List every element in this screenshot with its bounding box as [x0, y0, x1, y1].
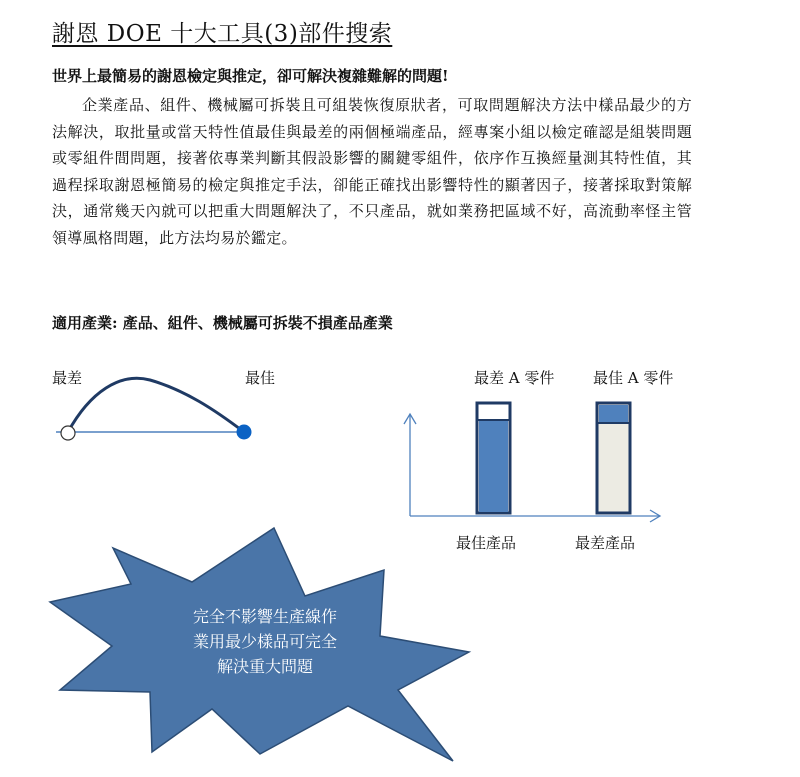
label-best-product: 最佳產品	[456, 534, 517, 552]
worst-product-bar	[597, 403, 630, 513]
callout-line: 解決重大問題	[216, 657, 313, 676]
label-worst: 最差	[52, 369, 83, 387]
worst-best-curve	[68, 378, 244, 432]
worst-point-marker	[61, 426, 75, 440]
label-best-part: 最佳 A 零件	[593, 369, 674, 387]
callout-text	[150, 604, 380, 679]
label-worst-product: 最差產品	[575, 534, 636, 552]
callout-line: 完全不影響生產線作	[192, 607, 337, 626]
page-title: 謝恩 DOE 十大工具(3)部件搜索	[52, 21, 393, 47]
applicable-industry: 適用產業: 產品、組件、機械屬可拆裝不損產品產業	[52, 314, 393, 332]
callout-line: 業用最少樣品可完全	[192, 632, 337, 651]
label-worst-part: 最差 A 零件	[474, 369, 555, 387]
label-best: 最佳	[245, 369, 276, 387]
best-product-bar	[477, 403, 510, 513]
worst-product-bar-part	[599, 405, 628, 423]
best-point-marker	[237, 425, 251, 439]
best-product-bar-fill	[479, 420, 508, 512]
headline: 世界上最簡易的謝恩檢定與推定，卻可解決複雜難解的問題!	[52, 67, 449, 85]
body-paragraph: 企業產品、組件、機械屬可拆裝且可組裝恢復原狀者，可取問題解決方法中樣品最少的方法解決，取批量或當天特性值最佳與最差的兩個極端產品，經專案小組以檢定確認是組裝問題或零組件間問題，接著依專業判斷其假設影響的關鍵零組件，依序作互換經量測其特性值，其過程採取謝恩極簡易的檢定與推定手法，卻能正確找出影響特性的顯著因子，接著採取對策解決，通常幾天內就可以把重大問題解決了，不只產品，就如業務把區域不好，高流動率怪主管領導風格問題，此方法均易於鑑定。	[52, 96, 692, 247]
